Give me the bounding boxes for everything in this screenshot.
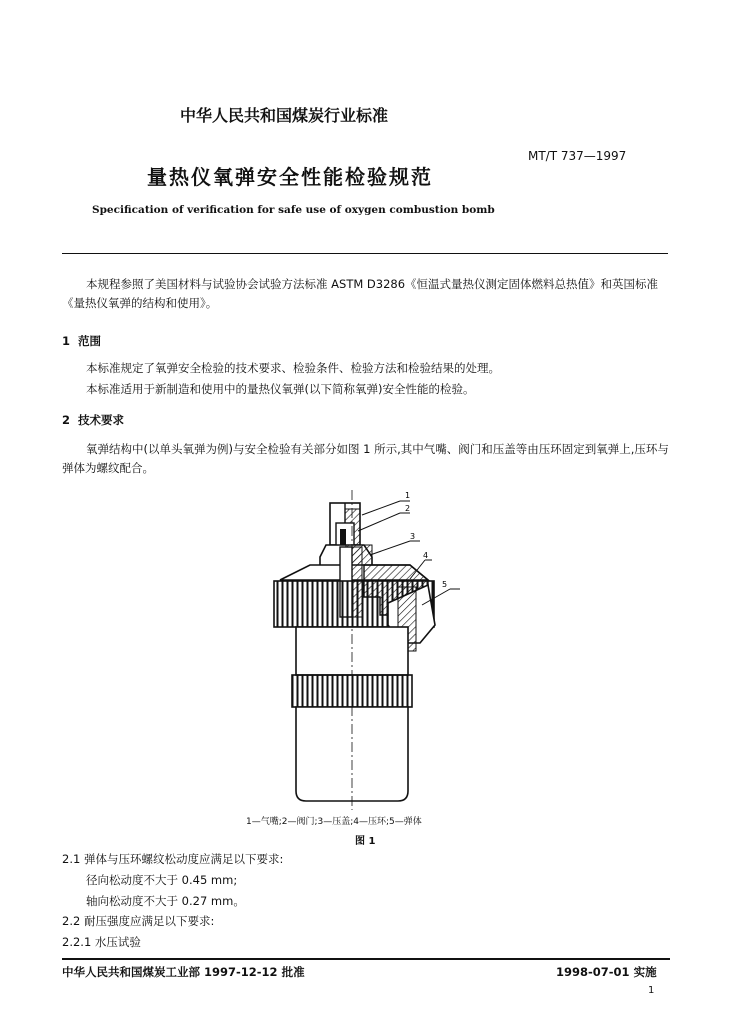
oxygen-bomb-figure (260, 485, 480, 815)
effective-date: 1998-07-01 实施 (556, 965, 657, 979)
footer-rule (62, 958, 670, 960)
figure-callout: 5 (442, 580, 448, 589)
clause-2-2: 2.2 耐压强度应满足以下要求: (62, 914, 215, 928)
clause-2-1-radial: 径向松动度不大于 0.45 mm; (86, 873, 238, 887)
english-title: Specification of verification for safe use of oxygen combustion bomb (92, 204, 495, 216)
section-2-heading (62, 412, 124, 428)
figure-callout: 4 (423, 551, 429, 560)
figure-callout: 2 (405, 504, 411, 513)
header-rule (62, 253, 668, 254)
section-title: 范围 (78, 334, 102, 348)
issue-date: 中华人民共和国煤炭工业部 1997-12-12 批准 (62, 965, 305, 979)
figure-callout: 1 (405, 491, 411, 500)
section-number: 1 (62, 334, 71, 348)
figure-callout: 3 (410, 532, 416, 541)
document-title: 量热仪氧弹安全性能检验规范 (147, 165, 433, 189)
clause-2-1: 2.1 弹体与压环螺纹松动度应满足以下要求: (62, 852, 284, 866)
section-1-paragraph-2: 本标准适用于新制造和使用中的量热仪氧弹(以下简称氧弹)安全性能的检验。 (86, 382, 475, 396)
section-number: 2 (62, 413, 71, 427)
figure-legend: 1—气嘴;2—阀门;3—压盖;4—压环;5—弹体 (246, 817, 422, 827)
figure-caption: 图 1 (355, 836, 376, 847)
clause-2-1-axial: 轴向松动度不大于 0.27 mm。 (86, 894, 245, 908)
standard-code: MT/T 737—1997 (528, 149, 627, 163)
intro-paragraph: 本规程参照了美国材料与试验协会试验方法标准 ASTM D3286《恒温式量热仪测定固体燃料总热值》和英国标准《量热仪氧弹的结构和使用》。 (62, 277, 659, 310)
standard-category: 中华人民共和国煤炭行业标准 (180, 106, 389, 125)
section-title: 技术要求 (78, 413, 125, 427)
section-1-paragraph-1: 本标准规定了氧弹安全检验的技术要求、检验条件、检验方法和检验结果的处理。 (86, 361, 500, 375)
section-2-paragraph: 氧弹结构中(以单头氧弹为例)与安全检验有关部分如图 1 所示,其中气嘴、阀门和压盖等由压环固定到氧弹上,压环与弹体为螺纹配合。 (62, 442, 669, 475)
page-number: 1 (648, 985, 655, 996)
clause-2-2-1: 2.2.1 水压试验 (62, 935, 141, 949)
section-1-heading (62, 333, 101, 349)
